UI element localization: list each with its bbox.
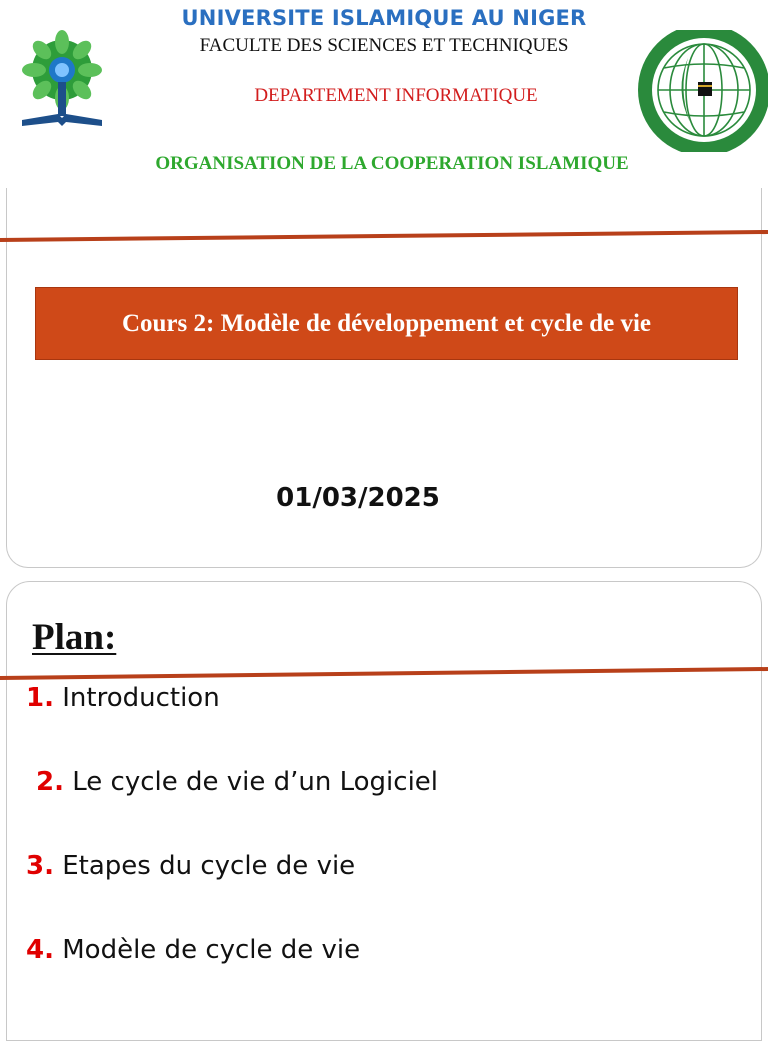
plan-item-label: Etapes du cycle de vie <box>62 851 356 881</box>
faculty-name: FACULTE DES SCIENCES ET TECHNIQUES <box>199 35 569 56</box>
plan-item-number: 1. <box>26 683 54 713</box>
plan-item-number: 4. <box>26 935 54 965</box>
course-title-banner <box>35 287 738 360</box>
organization-name: ORGANISATION DE LA COOPERATION ISLAMIQUE <box>155 153 629 174</box>
plan-item <box>26 851 355 881</box>
plan-item-number: 3. <box>26 851 54 881</box>
plan-item <box>26 935 360 965</box>
plan-item-number: 2. <box>36 767 64 797</box>
plan-item <box>26 683 220 713</box>
plan-item <box>36 767 438 797</box>
plan-item-label: Modèle de cycle de vie <box>62 935 361 965</box>
department-name: DEPARTEMENT INFORMATIQUE <box>254 85 538 106</box>
university-name: UNIVERSITE ISLAMIQUE AU NIGER <box>181 6 587 30</box>
plan-title: Plan: <box>32 617 117 658</box>
page-header <box>0 0 768 188</box>
course-date: 01/03/2025 <box>276 483 440 513</box>
course-title: Cours 2: Modèle de développement et cycle de vie <box>121 309 652 337</box>
plan-item-label: Le cycle de vie d’un Logiciel <box>72 767 439 797</box>
plan-item-label: Introduction <box>62 683 220 713</box>
oic-globe-logo <box>634 30 768 152</box>
plan-slide-card <box>6 581 762 1041</box>
